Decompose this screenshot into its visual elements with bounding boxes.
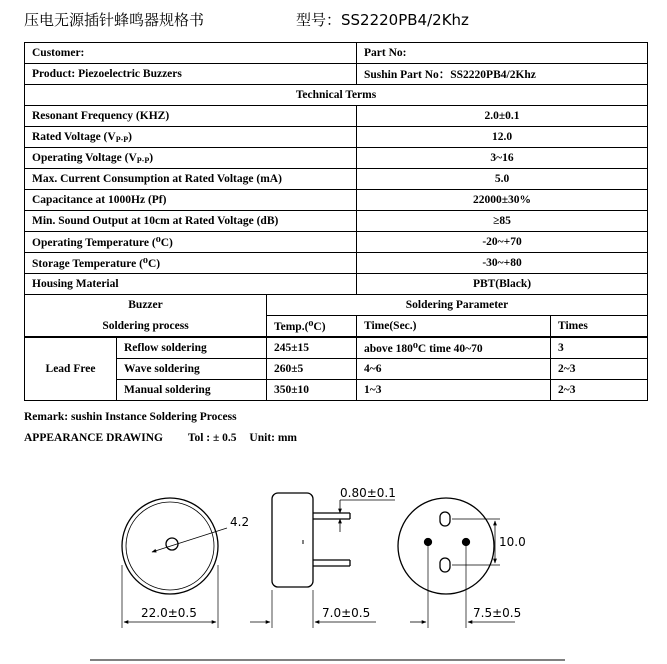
soldering-times: 3 bbox=[551, 337, 648, 359]
model-number: 型号：SS2220PB4/2Khz bbox=[296, 11, 469, 29]
buzzer-heading: Buzzer bbox=[25, 295, 267, 316]
remark-text: Remark: sushin Instance Soldering Process bbox=[24, 411, 237, 423]
appearance-title: APPEARANCE DRAWING bbox=[24, 432, 163, 444]
temp-column-header: Temp.(⁰C) bbox=[267, 316, 357, 338]
pin-span-label: 10.0 bbox=[499, 535, 526, 549]
spec-label: Operating Voltage $(V_{P-P})$ bbox=[25, 148, 357, 169]
soldering-times: 2~3 bbox=[551, 380, 648, 401]
soldering-temp: 245±15 bbox=[267, 337, 357, 359]
spec-label: Storage Temperature (⁰C) bbox=[25, 253, 357, 274]
soldering-time: 1~3 bbox=[357, 380, 551, 401]
spec-label: Max. Current Consumption at Rated Voltage (mA) bbox=[25, 169, 357, 190]
soldering-time: 4~6 bbox=[357, 359, 551, 380]
tolerance-label: Tol : ± 0.5 bbox=[187, 432, 237, 444]
spec-value: PBT(Black) bbox=[357, 274, 648, 295]
product-label: Product: Piezoelectric Buzzers bbox=[25, 64, 357, 85]
soldering-method: Manual soldering bbox=[117, 380, 267, 401]
sushin-part-label: Sushin Part No：SS2220PB4/2Khz bbox=[357, 64, 648, 85]
pin-dot-right bbox=[463, 539, 470, 546]
pin-dot-left bbox=[425, 539, 432, 546]
soldering-parameter-heading: Soldering Parameter bbox=[267, 295, 648, 316]
buzzer-body-side bbox=[272, 493, 313, 587]
soldering-times: 2~3 bbox=[551, 359, 648, 380]
spec-value: 5.0 bbox=[357, 169, 648, 190]
lead-free-label: Lead Free bbox=[25, 337, 117, 401]
times-column-header: Times bbox=[551, 316, 648, 338]
soldering-method: Wave soldering bbox=[117, 359, 267, 380]
pin-thickness-label: 0.80±0.1 bbox=[340, 486, 396, 500]
soldering-time: above 180⁰C time 40~70 bbox=[357, 337, 551, 359]
spec-value: ≥85 bbox=[357, 211, 648, 232]
pin-slot-upper bbox=[440, 512, 450, 526]
unit-label: Unit: mm bbox=[249, 432, 298, 444]
height-label: 7.0±0.5 bbox=[322, 606, 371, 620]
diameter-label: 22.0±0.5 bbox=[141, 606, 197, 620]
part-no-label: Part No: bbox=[357, 43, 648, 64]
spec-value: 2.0±0.1 bbox=[357, 106, 648, 127]
spec-label: Resonant Frequency (KHZ) bbox=[25, 106, 357, 127]
spec-value: 22000±30% bbox=[357, 190, 648, 211]
pin-pitch-label: 7.5±0.5 bbox=[473, 606, 522, 620]
hole-diameter-label: 4.2 bbox=[230, 515, 250, 529]
spec-value: -20~+70 bbox=[357, 232, 648, 253]
spec-label: Operating Temperature (⁰C) bbox=[25, 232, 357, 253]
soldering-process-heading: Soldering process bbox=[25, 316, 267, 338]
technical-terms-title: Technical Terms bbox=[25, 85, 648, 106]
time-column-header: Time(Sec.) bbox=[357, 316, 551, 338]
hole-leader-line bbox=[152, 528, 227, 552]
spec-value: -30~+80 bbox=[357, 253, 648, 274]
spec-label: Rated Voltage $(V_{P-P})$ bbox=[25, 127, 357, 148]
document-title: 压电无源插针蜂鸣器规格书 bbox=[24, 11, 205, 29]
soldering-temp: 260±5 bbox=[267, 359, 357, 380]
soldering-method: Reflow soldering bbox=[117, 337, 267, 359]
pin-slot-lower bbox=[440, 558, 450, 572]
customer-label: Customer: bbox=[25, 43, 357, 64]
spec-label: Capacitance at 1000Hz (Pf) bbox=[25, 190, 357, 211]
spec-value: 12.0 bbox=[357, 127, 648, 148]
spec-value: 3~16 bbox=[357, 148, 648, 169]
soldering-temp: 350±10 bbox=[267, 380, 357, 401]
spec-label: Min. Sound Output at 10cm at Rated Voltage (dB) bbox=[25, 211, 357, 232]
spec-label: Housing Material bbox=[25, 274, 357, 295]
